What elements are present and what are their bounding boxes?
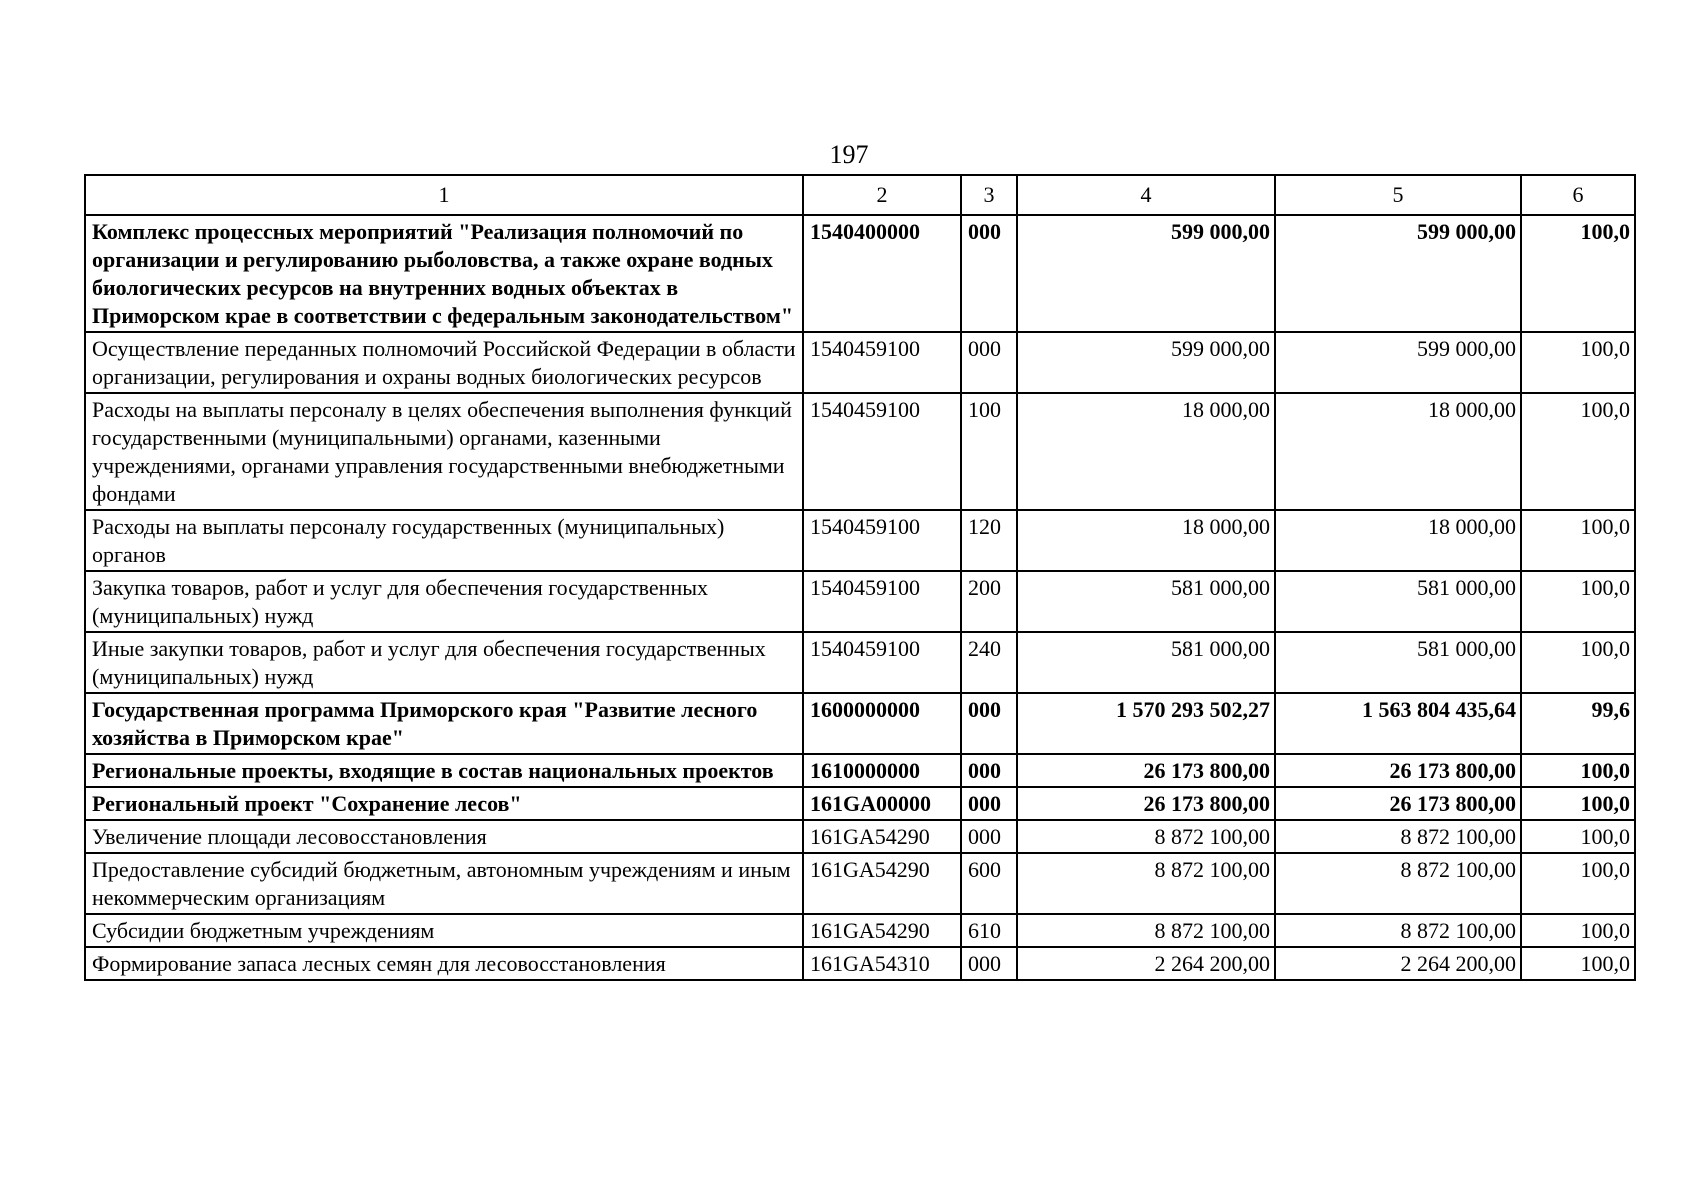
row-plan-amount: 581 000,00 [1017, 632, 1275, 693]
row-fact-amount: 18 000,00 [1275, 510, 1521, 571]
row-code: 161GA54310 [803, 947, 961, 980]
column-header-2: 2 [803, 175, 961, 215]
row-code: 161GA54290 [803, 820, 961, 853]
row-name: Государственная программа Приморского края "Развитие лесного хозяйства в Приморском крае" [85, 693, 803, 754]
row-fact-amount: 599 000,00 [1275, 215, 1521, 332]
row-expense-type: 610 [961, 914, 1017, 947]
table-row [85, 215, 1635, 332]
table-row [85, 693, 1635, 754]
budget-table [84, 174, 1636, 981]
row-percent: 100,0 [1521, 853, 1635, 914]
row-percent: 100,0 [1521, 332, 1635, 393]
row-code: 1540459100 [803, 571, 961, 632]
row-plan-amount: 2 264 200,00 [1017, 947, 1275, 980]
row-name: Закупка товаров, работ и услуг для обеспечения государственных (муниципальных) нужд [85, 571, 803, 632]
row-name: Расходы на выплаты персоналу государственных (муниципальных) органов [85, 510, 803, 571]
table-row [85, 393, 1635, 510]
table-row [85, 853, 1635, 914]
row-fact-amount: 26 173 800,00 [1275, 787, 1521, 820]
column-header-1: 1 [85, 175, 803, 215]
row-expense-type: 000 [961, 693, 1017, 754]
row-expense-type: 000 [961, 754, 1017, 787]
row-percent: 100,0 [1521, 914, 1635, 947]
table-row [85, 787, 1635, 820]
row-expense-type: 000 [961, 820, 1017, 853]
row-code: 1610000000 [803, 754, 961, 787]
row-code: 161GA00000 [803, 787, 961, 820]
row-plan-amount: 8 872 100,00 [1017, 820, 1275, 853]
row-name: Субсидии бюджетным учреждениям [85, 914, 803, 947]
row-expense-type: 000 [961, 332, 1017, 393]
row-percent: 99,6 [1521, 693, 1635, 754]
row-expense-type: 000 [961, 215, 1017, 332]
page-number: 197 [829, 140, 869, 169]
row-percent: 100,0 [1521, 820, 1635, 853]
row-fact-amount: 599 000,00 [1275, 332, 1521, 393]
row-name: Комплекс процессных мероприятий "Реализация полномочий по организации и регулированию рыболовства, а также охране водных биологических ресурсов на внутренних водных объектах в Приморском крае в соответствии с федеральным законодательством" [85, 215, 803, 332]
row-fact-amount: 1 563 804 435,64 [1275, 693, 1521, 754]
header-row [85, 175, 1635, 215]
table-row [85, 820, 1635, 853]
row-code: 1540459100 [803, 510, 961, 571]
row-plan-amount: 26 173 800,00 [1017, 787, 1275, 820]
row-code: 1540400000 [803, 215, 961, 332]
row-plan-amount: 1 570 293 502,27 [1017, 693, 1275, 754]
row-fact-amount: 2 264 200,00 [1275, 947, 1521, 980]
row-expense-type: 120 [961, 510, 1017, 571]
column-header-3: 3 [961, 175, 1017, 215]
row-code: 1540459100 [803, 632, 961, 693]
row-expense-type: 100 [961, 393, 1017, 510]
row-expense-type: 600 [961, 853, 1017, 914]
column-header-6: 6 [1521, 175, 1635, 215]
row-name: Региональные проекты, входящие в состав национальных проектов [85, 754, 803, 787]
table-row [85, 914, 1635, 947]
row-expense-type: 000 [961, 787, 1017, 820]
row-percent: 100,0 [1521, 947, 1635, 980]
row-fact-amount: 8 872 100,00 [1275, 820, 1521, 853]
table-body [85, 215, 1635, 980]
row-expense-type: 240 [961, 632, 1017, 693]
row-fact-amount: 18 000,00 [1275, 393, 1521, 510]
table-row [85, 510, 1635, 571]
row-percent: 100,0 [1521, 215, 1635, 332]
row-fact-amount: 581 000,00 [1275, 571, 1521, 632]
row-plan-amount: 8 872 100,00 [1017, 853, 1275, 914]
row-expense-type: 200 [961, 571, 1017, 632]
row-name: Увеличение площади лесовосстановления [85, 820, 803, 853]
row-code: 161GA54290 [803, 853, 961, 914]
row-fact-amount: 8 872 100,00 [1275, 914, 1521, 947]
row-name: Расходы на выплаты персоналу в целях обеспечения выполнения функций государственными (муниципальными) органами, казенными учреждениями, органами управления государственными внебюджетными фондами [85, 393, 803, 510]
row-fact-amount: 581 000,00 [1275, 632, 1521, 693]
row-code: 1540459100 [803, 332, 961, 393]
row-percent: 100,0 [1521, 571, 1635, 632]
row-percent: 100,0 [1521, 787, 1635, 820]
row-fact-amount: 8 872 100,00 [1275, 853, 1521, 914]
row-name: Осуществление переданных полномочий Российской Федерации в области организации, регулирования и охраны водных биологических ресурсов [85, 332, 803, 393]
row-plan-amount: 599 000,00 [1017, 332, 1275, 393]
row-plan-amount: 26 173 800,00 [1017, 754, 1275, 787]
row-percent: 100,0 [1521, 510, 1635, 571]
row-plan-amount: 599 000,00 [1017, 215, 1275, 332]
table-row [85, 947, 1635, 980]
row-percent: 100,0 [1521, 393, 1635, 510]
row-code: 1540459100 [803, 393, 961, 510]
table-row [85, 632, 1635, 693]
column-header-4: 4 [1017, 175, 1275, 215]
row-plan-amount: 18 000,00 [1017, 510, 1275, 571]
table-row [85, 332, 1635, 393]
row-fact-amount: 26 173 800,00 [1275, 754, 1521, 787]
row-name: Иные закупки товаров, работ и услуг для обеспечения государственных (муниципальных) нужд [85, 632, 803, 693]
row-percent: 100,0 [1521, 632, 1635, 693]
row-name: Региональный проект "Сохранение лесов" [85, 787, 803, 820]
row-name: Формирование запаса лесных семян для лесовосстановления [85, 947, 803, 980]
row-code: 161GA54290 [803, 914, 961, 947]
row-plan-amount: 581 000,00 [1017, 571, 1275, 632]
row-code: 1600000000 [803, 693, 961, 754]
row-plan-amount: 8 872 100,00 [1017, 914, 1275, 947]
table-row [85, 571, 1635, 632]
row-percent: 100,0 [1521, 754, 1635, 787]
row-name: Предоставление субсидий бюджетным, автономным учреждениям и иным некоммерческим организациям [85, 853, 803, 914]
column-header-5: 5 [1275, 175, 1521, 215]
row-plan-amount: 18 000,00 [1017, 393, 1275, 510]
table-row [85, 754, 1635, 787]
row-expense-type: 000 [961, 947, 1017, 980]
